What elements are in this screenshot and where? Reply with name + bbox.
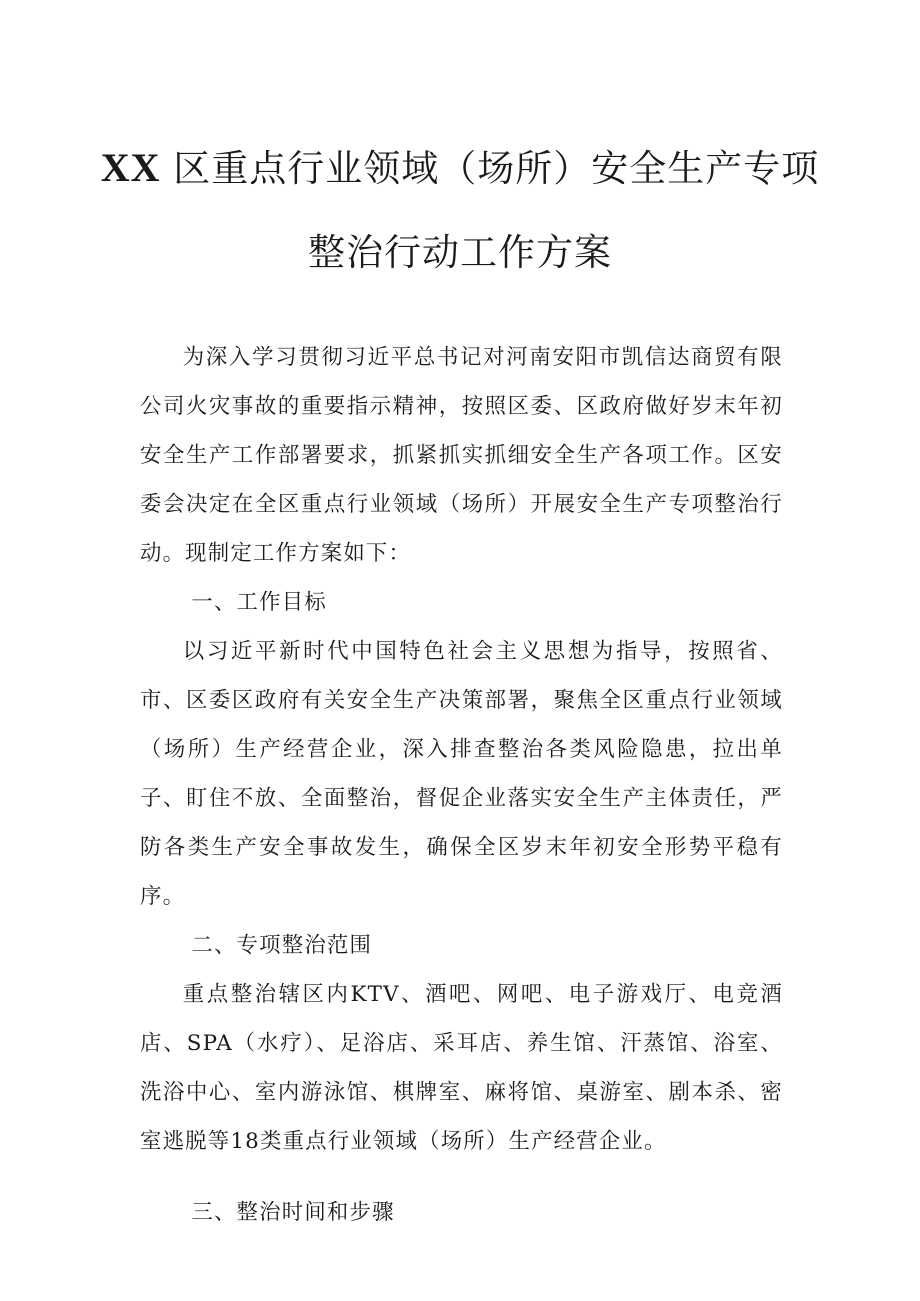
document-title-line-2: 整治行动工作方案 [308,231,612,274]
title-line-1-text: 区重点行业领域（场所）安全生产专项 [173,147,820,190]
section-heading-schedule: 三、整治时间和步骤 [191,1200,395,1225]
document-body [140,333,783,1237]
section-paragraph-goals: 以习近平新时代中国特色社会主义思想为指导，按照省、市、区委区政府有关安全生产决策部署，聚焦全区重点行业领域（场所）生产经营企业，深入排查整治各类风险隐患，拉出单子、盯住不放、全面整治，督促企业落实安全生产主体责任，严防各类生产安全事故发生，确保全区岁末年初安全形势平稳有序。 [140,639,783,909]
section-paragraph-scope: 重点整治辖区内KTV、酒吧、网吧、电子游戏厅、电竞酒店、SPA（水疗）、足浴店、采耳店、养生馆、汗蒸馆、浴室、洗浴中心、室内游泳馆、棋牌室、麻将馆、桌游室、剧本杀、密室逃脱等18类重点行业领域（场所）生产经营企业。 [140,982,783,1154]
document-title-line-1 [0,138,920,192]
intro-paragraph: 为深入学习贯彻习近平总书记对河南安阳市凯信达商贸有限公司火灾事故的重要指示精神，按照区委、区政府做好岁末年初安全生产工作部署要求，抓紧抓实抓细安全生产各项工作。区安委会决定在全区重点行业领域（场所）开展安全生产专项整治行动。现制定工作方案如下： [140,345,783,566]
title-placeholder-prefix: XX [100,145,161,190]
section-heading-scope: 二、专项整治范围 [191,933,373,958]
section-heading-goals: 一、工作目标 [191,590,327,615]
